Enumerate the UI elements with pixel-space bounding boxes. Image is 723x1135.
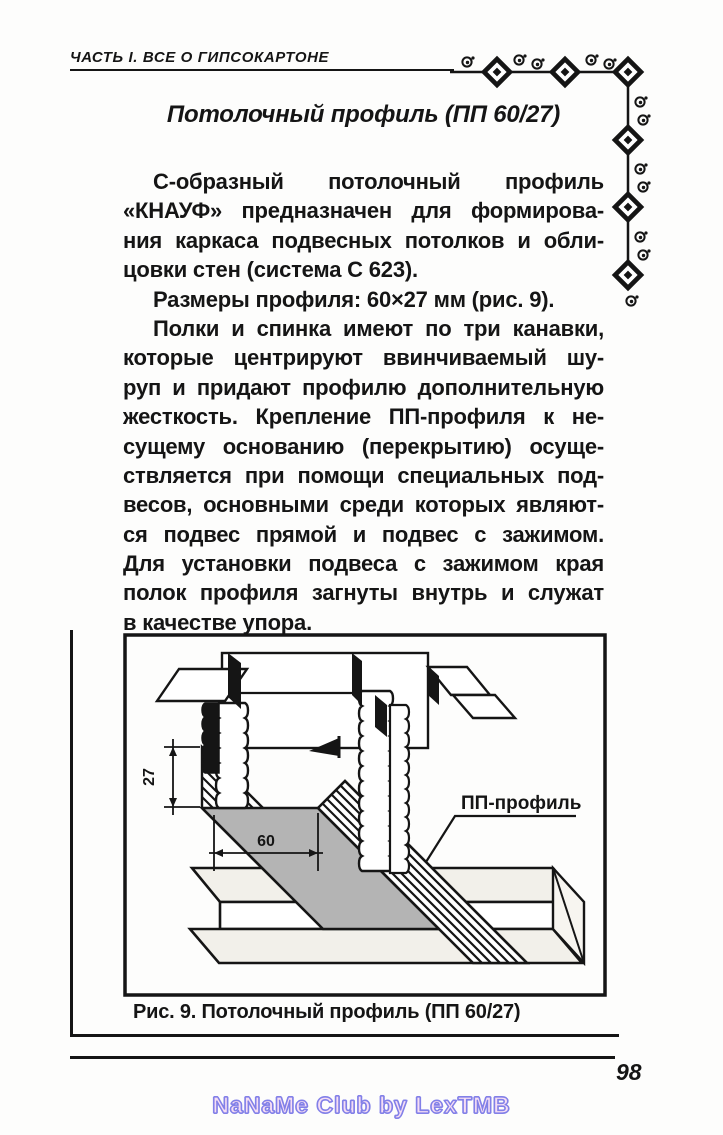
body-text xyxy=(123,167,604,637)
body-line: полок профиля загнуты внутрь и служат xyxy=(123,580,604,606)
body-line: ствляется при помощи специальных под- xyxy=(123,462,604,488)
header-rule xyxy=(70,69,454,71)
body-line: Полки и спинка имеют по три канавки, xyxy=(153,315,604,341)
figure-frame-bottom xyxy=(70,1034,619,1037)
body-line: «КНАУФ» предназначен для формирова- xyxy=(123,198,604,224)
footer-rule xyxy=(70,1056,615,1059)
dimension-27 xyxy=(141,739,200,815)
running-header: ЧАСТЬ I. ВСЕ О ГИПСОКАРТОНЕ xyxy=(70,49,330,66)
body-line: цовки стен (система С 623). xyxy=(123,257,418,283)
body-line: весов, основными среди которых являют- xyxy=(123,492,604,518)
body-line: Размеры профиля: 60×27 мм (рис. 9). xyxy=(153,286,555,312)
page-number: 98 xyxy=(616,1059,642,1085)
body-line: Для установки подвеса с зажимом края xyxy=(123,551,604,577)
body-line: ся подвес прямой и подвес с зажимом. xyxy=(123,521,604,547)
page-title: Потолочный профиль (ПП 60/27) xyxy=(166,101,561,128)
svg-text:60: 60 xyxy=(257,833,275,850)
watermark: NaNaMe Club by LexTMB xyxy=(212,1092,511,1118)
profile-label xyxy=(426,793,581,862)
svg-text:ПП-профиль: ПП-профиль xyxy=(461,793,582,814)
body-line: в качестве упора. xyxy=(123,609,312,635)
body-line: которые центрируют ввинчиваемый шу- xyxy=(123,345,604,371)
figure-drawing xyxy=(123,633,607,997)
svg-text:27: 27 xyxy=(141,768,158,786)
figure-caption: Рис. 9. Потолочный профиль (ПП 60/27) xyxy=(133,1001,521,1023)
body-line: руп и придают профилю дополнительную xyxy=(123,374,604,400)
figure-frame-left xyxy=(70,630,73,1037)
body-line: ния каркаса подвесных потолков и обли- xyxy=(123,227,604,253)
body-line: сущему основанию (перекрытию) осуще- xyxy=(123,433,604,459)
body-line: С-образный потолочный профиль xyxy=(153,169,604,194)
body-line: жесткость. Крепление ПП-профиля к не- xyxy=(123,404,604,430)
